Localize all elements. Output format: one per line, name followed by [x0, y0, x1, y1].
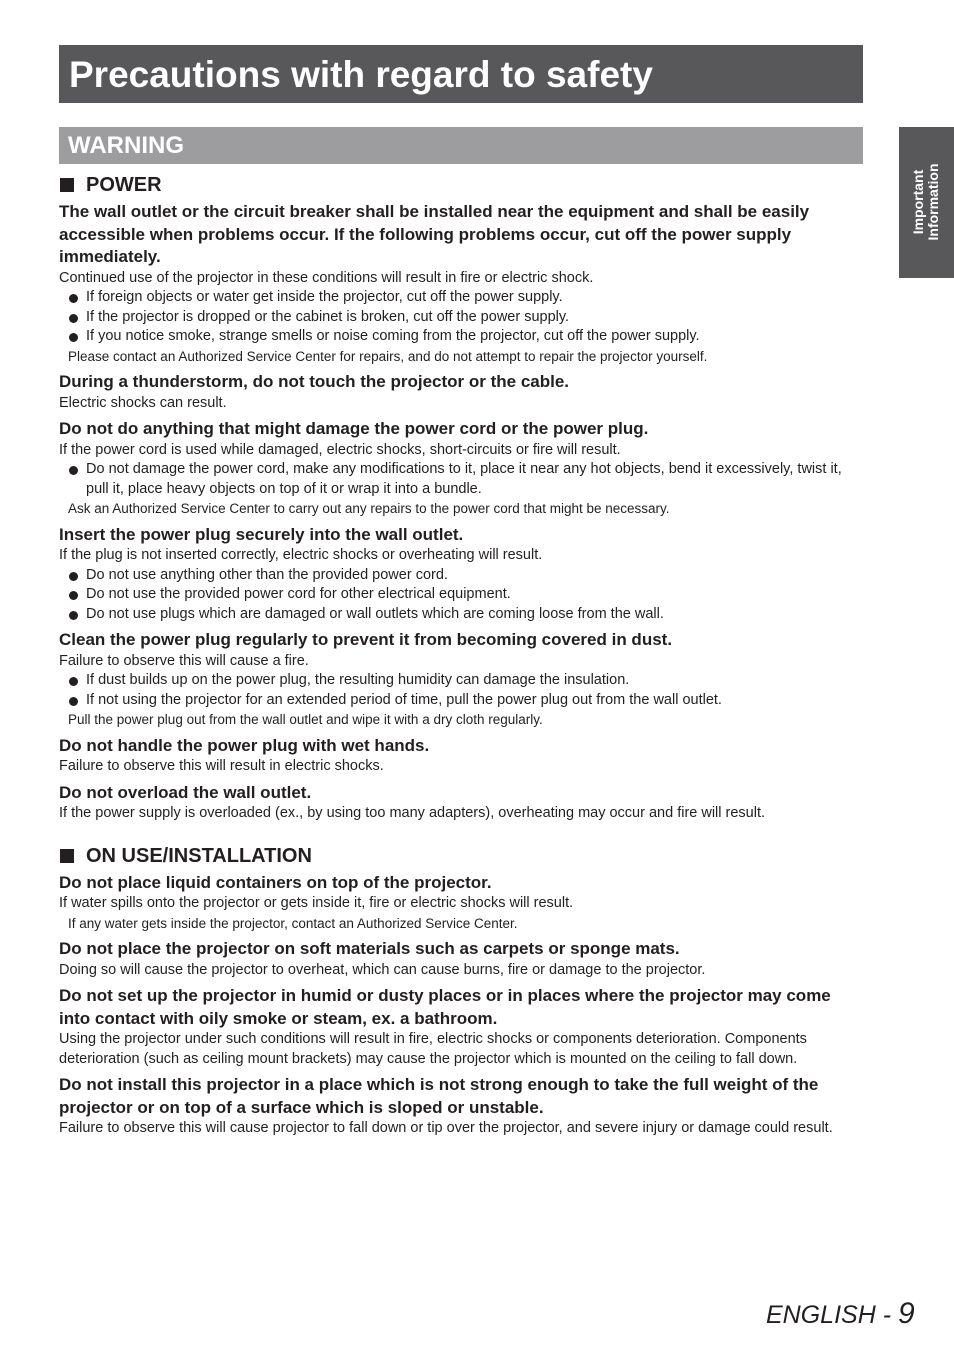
bullet-item	[59, 566, 865, 586]
item-note: If any water gets inside the projector, contact an Authorized Service Center.	[68, 915, 518, 931]
bullet-dot-icon	[69, 294, 78, 303]
warning-bar	[59, 127, 863, 164]
bullet-item	[59, 691, 865, 711]
bullet-text: Do not damage the power cord, make any modifications to it, place it near any hot objects, bend it excessively, twist it, pull it, place heavy objects on top of it or wrap it into a bundle.	[86, 461, 842, 497]
bullet-text: If you notice smoke, strange smells or noise coming from the projector, cut off the power supply.	[86, 328, 700, 344]
item-heading: Do not handle the power plug with wet hands.	[59, 735, 430, 755]
item-heading: The wall outlet or the circuit breaker shall be installed near the equipment and shall be easily accessible when problems occur. If the following problems occur, cut off the power supply immediately.	[59, 202, 810, 266]
square-bullet-icon	[60, 178, 74, 192]
item-text: Failure to observe this will cause a fire.	[59, 652, 309, 669]
item-heading: Do not place the projector on soft materials such as carpets or sponge mats.	[59, 939, 680, 958]
item-text: Doing so will cause the projector to overheat, which can cause burns, fire or damage to the projector.	[59, 961, 706, 978]
bullet-dot-icon	[69, 697, 78, 706]
item-text: Using the projector under such conditions will result in fire, electric shocks or components deterioration. Components deterioration (such as ceiling mount brackets) may cause the projector which is mounted on the ceiling to fall down.	[59, 1031, 807, 1067]
item-heading: Clean the power plug regularly to prevent it from becoming covered in dust.	[59, 630, 673, 649]
title-bar	[59, 45, 863, 103]
bullet-text: If dust builds up on the power plug, the resulting humidity can damage the insulation.	[86, 672, 630, 688]
item-text: Failure to observe this will result in electric shocks.	[59, 758, 384, 774]
bullet-text: Do not use anything other than the provided power cord.	[86, 566, 448, 583]
bullet-item	[59, 605, 865, 625]
item-text: If the power supply is overloaded (ex., by using too many adapters), overheating may occur and fire will result.	[59, 805, 766, 821]
section-heading-use-installation	[59, 841, 865, 871]
item-text: If water spills onto the projector or gets inside it, fire or electric shocks will result.	[59, 895, 574, 911]
item-text: If the plug is not inserted correctly, electric shocks or overheating will result.	[59, 547, 543, 563]
item-heading: During a thunderstorm, do not touch the projector or the cable.	[59, 372, 570, 391]
bullet-text: If the projector is dropped or the cabinet is broken, cut off the power supply.	[86, 308, 570, 325]
item-note: Pull the power plug out from the wall outlet and wipe it with a dry cloth regularly.	[68, 712, 543, 727]
bullet-item	[59, 585, 865, 605]
item-heading: Insert the power plug securely into the wall outlet.	[59, 524, 464, 544]
footer-language: ENGLISH -	[766, 1301, 898, 1329]
side-tab-line1: Important	[910, 169, 926, 235]
page-number: 9	[897, 1297, 915, 1330]
bullet-item	[59, 288, 865, 308]
bullet-item	[59, 327, 865, 347]
section-heading-text: POWER	[86, 174, 162, 196]
item-note: Ask an Authorized Service Center to carry out any repairs to the power cord that might be necessary.	[68, 501, 670, 516]
page-title: Precautions with regard to safety	[69, 54, 653, 95]
item-heading: Do not do anything that might damage the power cord or the power plug.	[59, 419, 649, 438]
bullet-dot-icon	[69, 314, 78, 323]
section-heading-power	[59, 170, 865, 200]
item-text: Failure to observe this will cause projector to fall down or tip over the projector, and severe injury or damage could result.	[59, 1120, 833, 1136]
side-tab	[899, 127, 954, 278]
item-heading: Do not place liquid containers on top of the projector.	[59, 872, 492, 892]
side-tab-line2: Information	[925, 163, 941, 241]
bullet-dot-icon	[69, 466, 78, 475]
bullet-dot-icon	[69, 591, 78, 600]
item-text: Electric shocks can result.	[59, 394, 227, 411]
bullet-text: If foreign objects or water get inside the projector, cut off the power supply.	[86, 289, 563, 305]
page-footer	[766, 1296, 915, 1333]
bullet-item	[59, 460, 865, 499]
item-heading: Do not set up the projector in humid or dusty places or in places where the projector may come into contact with oily smoke or steam, ex. a bathroom.	[59, 986, 831, 1028]
bullet-text: If not using the projector for an extended period of time, pull the power plug out from the wall outlet.	[86, 691, 722, 708]
item-heading: Do not overload the wall outlet.	[59, 782, 312, 802]
section-heading-text: ON USE/INSTALLATION	[86, 844, 312, 867]
item-heading: Do not install this projector in a place which is not strong enough to take the full weight of the projector or on top of a surface which is sloped or unstable.	[59, 1075, 819, 1117]
bullet-dot-icon	[69, 333, 78, 342]
bullet-dot-icon	[69, 611, 78, 620]
item-text: Continued use of the projector in these conditions will result in fire or electric shock.	[59, 269, 594, 286]
bullet-item	[59, 308, 865, 328]
content	[59, 170, 865, 1139]
bullet-text: Do not use plugs which are damaged or wall outlets which are coming loose from the wall.	[86, 605, 664, 622]
side-tab-text	[911, 164, 941, 241]
bullet-dot-icon	[69, 677, 78, 686]
bullet-item	[59, 671, 865, 691]
item-note: Please contact an Authorized Service Center for repairs, and do not attempt to repair the projector yourself.	[68, 348, 708, 364]
bullet-text: Do not use the provided power cord for other electrical equipment.	[86, 586, 511, 602]
bullet-dot-icon	[69, 572, 78, 581]
square-bullet-icon	[60, 849, 74, 863]
item-text: If the power cord is used while damaged, electric shocks, short-circuits or fire will result.	[59, 441, 621, 458]
warning-label: WARNING	[68, 132, 184, 159]
